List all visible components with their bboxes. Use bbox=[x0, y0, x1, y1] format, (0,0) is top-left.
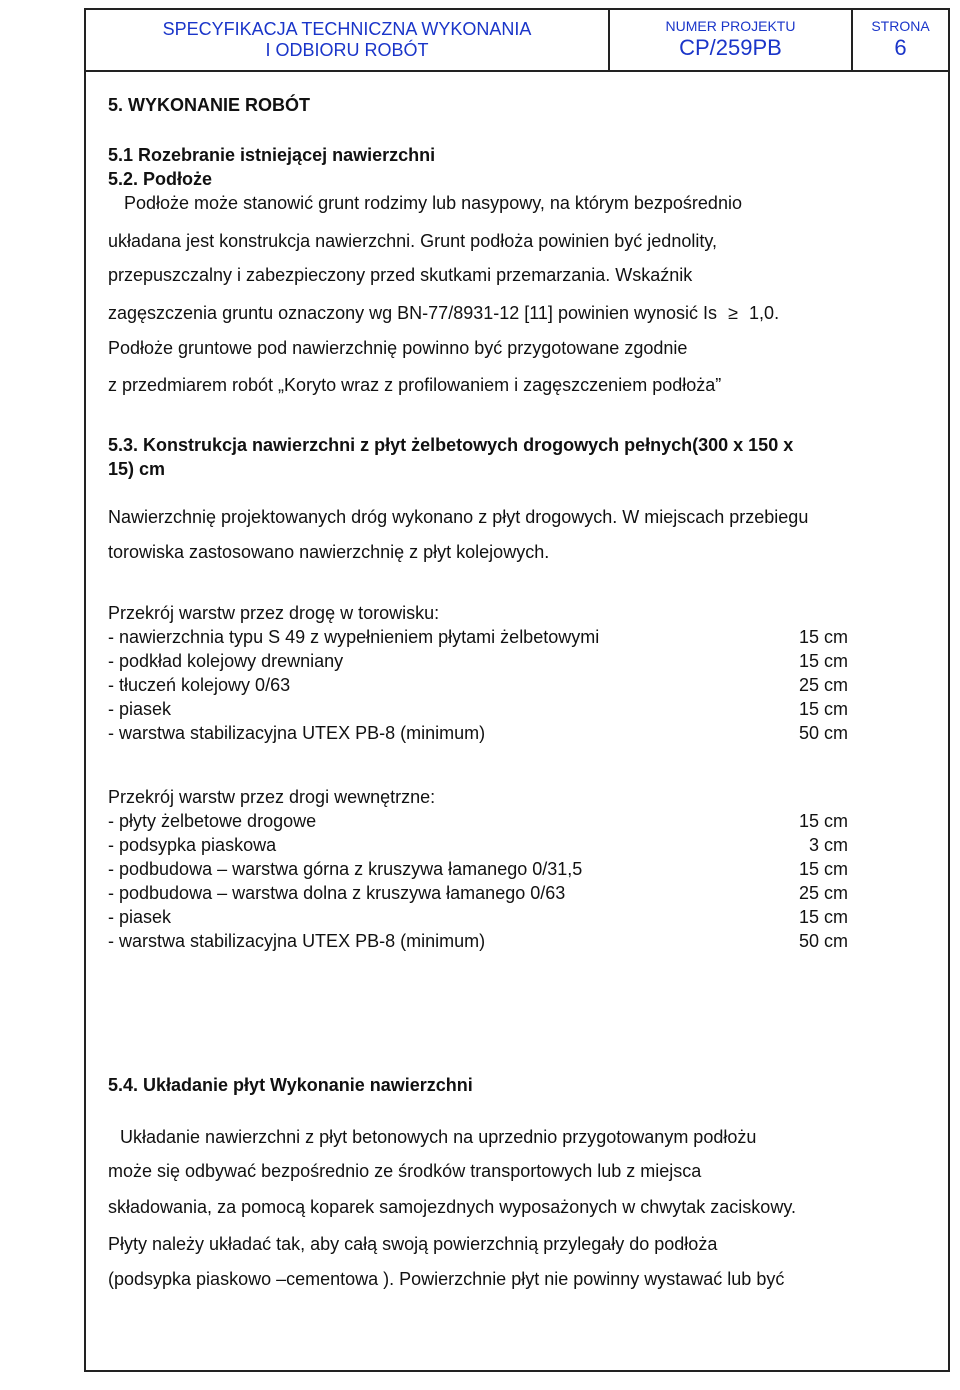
section52-line3: przepuszczalny i zabezpieczony przed skutkami przemarzania. Wskaźnik bbox=[108, 265, 693, 285]
layer-row-value: 25 cm bbox=[798, 675, 848, 695]
layer-row-value: 15 cm bbox=[798, 651, 848, 671]
section53-line1: Nawierzchnię projektowanych dróg wykonano z płyt drogowych. W miejscach przebiegu bbox=[108, 507, 809, 527]
page-number: 6 bbox=[894, 35, 907, 60]
layer-row-label: - podbudowa – warstwa dolna z kruszywa łamanego 0/63 bbox=[108, 883, 566, 903]
project-number: CP/259PB bbox=[679, 35, 782, 60]
document-header bbox=[84, 8, 950, 72]
layer-row-value: 25 cm bbox=[798, 883, 848, 903]
section54-line4: Płyty należy układać tak, aby całą swoją powierzchnią przylegały do podłoża bbox=[108, 1234, 718, 1254]
section53-line2: torowiska zastosowano nawierzchnię z płyt kolejowych. bbox=[108, 542, 550, 562]
section53-heading-line1: 5.3. Konstrukcja nawierzchni z płyt żelbetowych drogowych pełnych(300 x 150 x bbox=[108, 435, 794, 455]
section54-line5: (podsypka piaskowo –cementowa ). Powierzchnie płyt nie powinny wystawać lub być bbox=[108, 1269, 785, 1289]
section51-heading: 5.1 Rozebranie istniejącej nawierzchni bbox=[108, 145, 436, 165]
section52-heading: 5.2. Podłoże bbox=[108, 169, 213, 189]
section54-heading: 5.4. Układanie płyt Wykonanie nawierzchni bbox=[108, 1075, 473, 1095]
layer-row-value: 15 cm bbox=[798, 627, 848, 647]
section52-line4-text: zagęszczenia gruntu oznaczony wg BN-77/8931-12 [11] powinien wynosić Is bbox=[108, 303, 718, 323]
header-title bbox=[86, 10, 610, 70]
header-page bbox=[853, 10, 948, 70]
layer-row-value: 15 cm bbox=[798, 859, 848, 879]
header-title-line2: I ODBIORU ROBÓT bbox=[265, 40, 429, 60]
layer-row-label: - podbudowa – warstwa górna z kruszywa łamanego 0/31,5 bbox=[108, 859, 583, 879]
layer-row-value: 15 cm bbox=[798, 811, 848, 831]
section54-line2: może się odbywać bezpośrednio ze środków transportowych lub z miejsca bbox=[108, 1161, 702, 1181]
layer-row-label: - nawierzchnia typu S 49 z wypełnieniem płytami żelbetowymi bbox=[108, 627, 600, 647]
section54-line1: Układanie nawierzchni z płyt betonowych na uprzednio przygotowanym podłożu bbox=[120, 1127, 757, 1147]
internal-layers-title: Przekrój warstw przez drogi wewnętrzne: bbox=[108, 787, 436, 807]
layer-row-label: - piasek bbox=[108, 699, 172, 719]
section52-line1: Podłoże może stanowić grunt rodzimy lub nasypowy, na którym bezpośrednio bbox=[124, 193, 742, 213]
layer-row-value: 15 cm bbox=[798, 907, 848, 927]
project-label: NUMER PROJEKTU bbox=[665, 18, 796, 34]
layer-row-label: - tłuczeń kolejowy 0/63 bbox=[108, 675, 291, 695]
layer-row-value: 50 cm bbox=[798, 931, 848, 951]
section52-line5: Podłoże gruntowe pod nawierzchnię powinno być przygotowane zgodnie bbox=[108, 338, 688, 358]
section52-line6: z przedmiarem robót „Koryto wraz z profilowaniem i zagęszczeniem podłoża” bbox=[108, 375, 722, 395]
section5-heading: 5. WYKONANIE ROBÓT bbox=[108, 95, 311, 115]
greater-equal-symbol: ≥ bbox=[728, 303, 738, 323]
track-layers-title: Przekrój warstw przez drogę w torowisku: bbox=[108, 603, 440, 623]
layer-row-value: 15 cm bbox=[798, 699, 848, 719]
layer-row-label: - warstwa stabilizacyjna UTEX PB-8 (minimum) bbox=[108, 931, 486, 951]
header-title-line1: SPECYFIKACJA TECHNICZNA WYKONANIA bbox=[162, 19, 532, 39]
layer-row-label: - podsypka piaskowa bbox=[108, 835, 277, 855]
layer-row-label: - płyty żelbetowe drogowe bbox=[108, 811, 317, 831]
section52-line2: układana jest konstrukcja nawierzchni. Grunt podłoża powinien być jednolity, bbox=[108, 231, 718, 251]
layer-row-label: - podkład kolejowy drewniany bbox=[108, 651, 344, 671]
section53-heading-line2: 15) cm bbox=[108, 459, 166, 479]
section52-line4 bbox=[108, 302, 779, 324]
header-project bbox=[610, 10, 853, 70]
page-label: STRONA bbox=[871, 18, 930, 34]
layer-row-label: - piasek bbox=[108, 907, 172, 927]
layer-row-label: - warstwa stabilizacyjna UTEX PB-8 (minimum) bbox=[108, 723, 486, 743]
section52-line4-value: 1,0. bbox=[749, 303, 780, 323]
layer-row-value: 50 cm bbox=[798, 723, 848, 743]
layer-row-value: 3 cm bbox=[808, 835, 848, 855]
section54-line3: składowania, za pomocą koparek samojezdnych wyposażonych w chwytak zaciskowy. bbox=[108, 1197, 796, 1217]
